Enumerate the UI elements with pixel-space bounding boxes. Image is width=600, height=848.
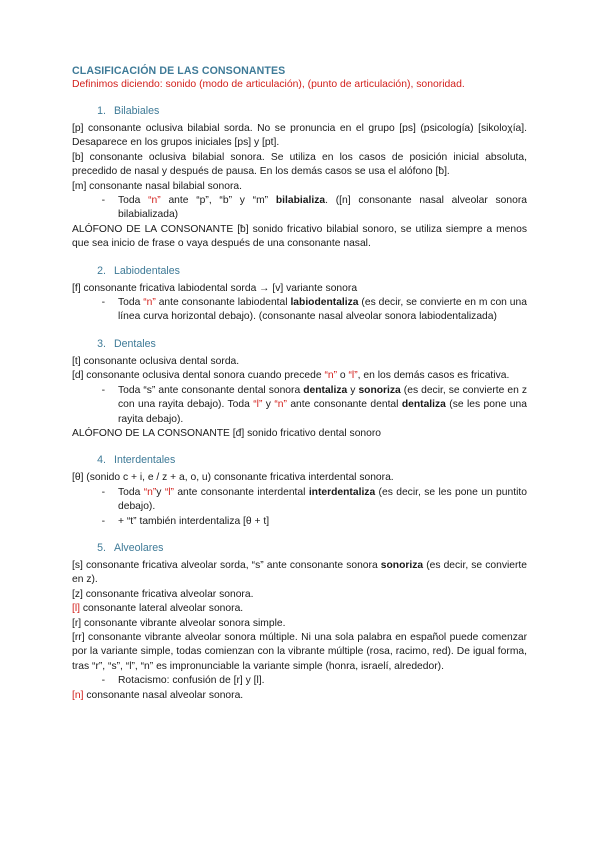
document-subtitle: Definimos diciendo: sonido (modo de articulación), (punto de articulación), sonoridad. [72,79,465,90]
paragraph: [m] consonante nasal bilabial sonora. [72,180,243,192]
paragraph: [z] consonante fricativa alveolar sonora. [72,588,254,600]
paragraph: [l] consonante lateral alveolar sonora. [72,603,244,615]
section-labiodentales [72,264,527,325]
paragraph: [s] consonante fricativa alveolar sorda, “s” ante consonante sonora sonoriza (es decir, se convierte en z). [72,559,527,586]
section-heading: 4. Interdentales [97,454,176,467]
paragraph: [rr] consonante vibrante alveolar sonora múltiple. Ni una sola palabra en español puede comenzar por la variante simple, todas comienzan con la vibrante múltiple (rosa, racimo, red). De igual forma, tras “r”, “s”, “l”, “n” es impronunciable la variante simple (honra, israelí, alrededor). [72,631,527,672]
paragraph: [n] consonante nasal alveolar sonora. [72,689,244,701]
section-dentales [72,337,527,441]
paragraph: [t] consonante oclusiva dental sorda. [72,355,240,367]
document-page [72,64,527,703]
paragraph: ALÓFONO DE LA CONSONANTE [đ] sonido fricativo dental sonoro [72,427,382,439]
paragraph: [r] consonante vibrante alveolar sonora simple. [72,617,286,629]
paragraph: [θ] (sonido c + i, e / z + a, o, u) consonante fricativa interdental sonora. [72,472,394,484]
section-heading: 3. Dentales [97,337,156,350]
paragraph: [b] consonante oclusiva bilabial sonora. Se utiliza en los casos de posición inicial absoluta, precedido de nasal y después de pausa. En los demás casos se usa el alófono [ƀ]. [72,151,527,178]
section-interdentales [72,453,527,529]
section-heading: 5. Alveolares [97,541,164,554]
section-heading: 1. Bilabiales [97,105,160,117]
paragraph: [f] consonante fricativa labiodental sorda → [v] variante sonora [72,282,358,294]
list-item: - Toda “n” ante consonante labiodental labiodentaliza (es decir, se convierte en m con una línea curva horizontal debajo). (consonante nasal alveolar sonora labiodentalizada) [101,297,527,323]
list-item: - Toda “n” ante “p”, “b” y “m” bilabializa. ([n] consonante nasal alveolar sonora bilabializada) [101,195,527,221]
document-title: CLASIFICACIÓN DE LAS CONSONANTES [72,65,286,77]
section-heading: 2. Labiodentales [97,264,180,277]
paragraph: [d] consonante oclusiva dental sonora cuando precede “n” o “l”, en los demás casos es fricativa. [72,370,510,382]
paragraph: ALÓFONO DE LA CONSONANTE [ƀ] sonido fricativo bilabial sonoro, se utiliza siempre a menos que sea inicio de frase o vaya después de una consonante nasal. [72,223,527,250]
list-item: - Rotacismo: confusión de [r] y [l]. [101,675,265,687]
section-bilabiales [72,104,527,252]
list-item: - + “t” también interdentaliza [θ + t] [101,515,270,527]
paragraph: [p] consonante oclusiva bilabial sorda. No se pronuncia en el grupo [ps] (psicología) [sikoloχía]. Desaparece en los grupos iniciales [ps] y [pt]. [72,123,527,149]
section-alveolares [72,541,527,703]
list-item: - Toda “s” ante consonante dental sonora dentaliza y sonoriza (es decir, se convierte en z con una rayita debajo). Toda “l” y “n” ante consonante dental dentaliza (se les pone una rayita debajo). [101,384,527,425]
list-item: - Toda “n”y “l” ante consonante interdental interdentaliza (es decir, se les pone un puntito debajo). [101,486,527,513]
